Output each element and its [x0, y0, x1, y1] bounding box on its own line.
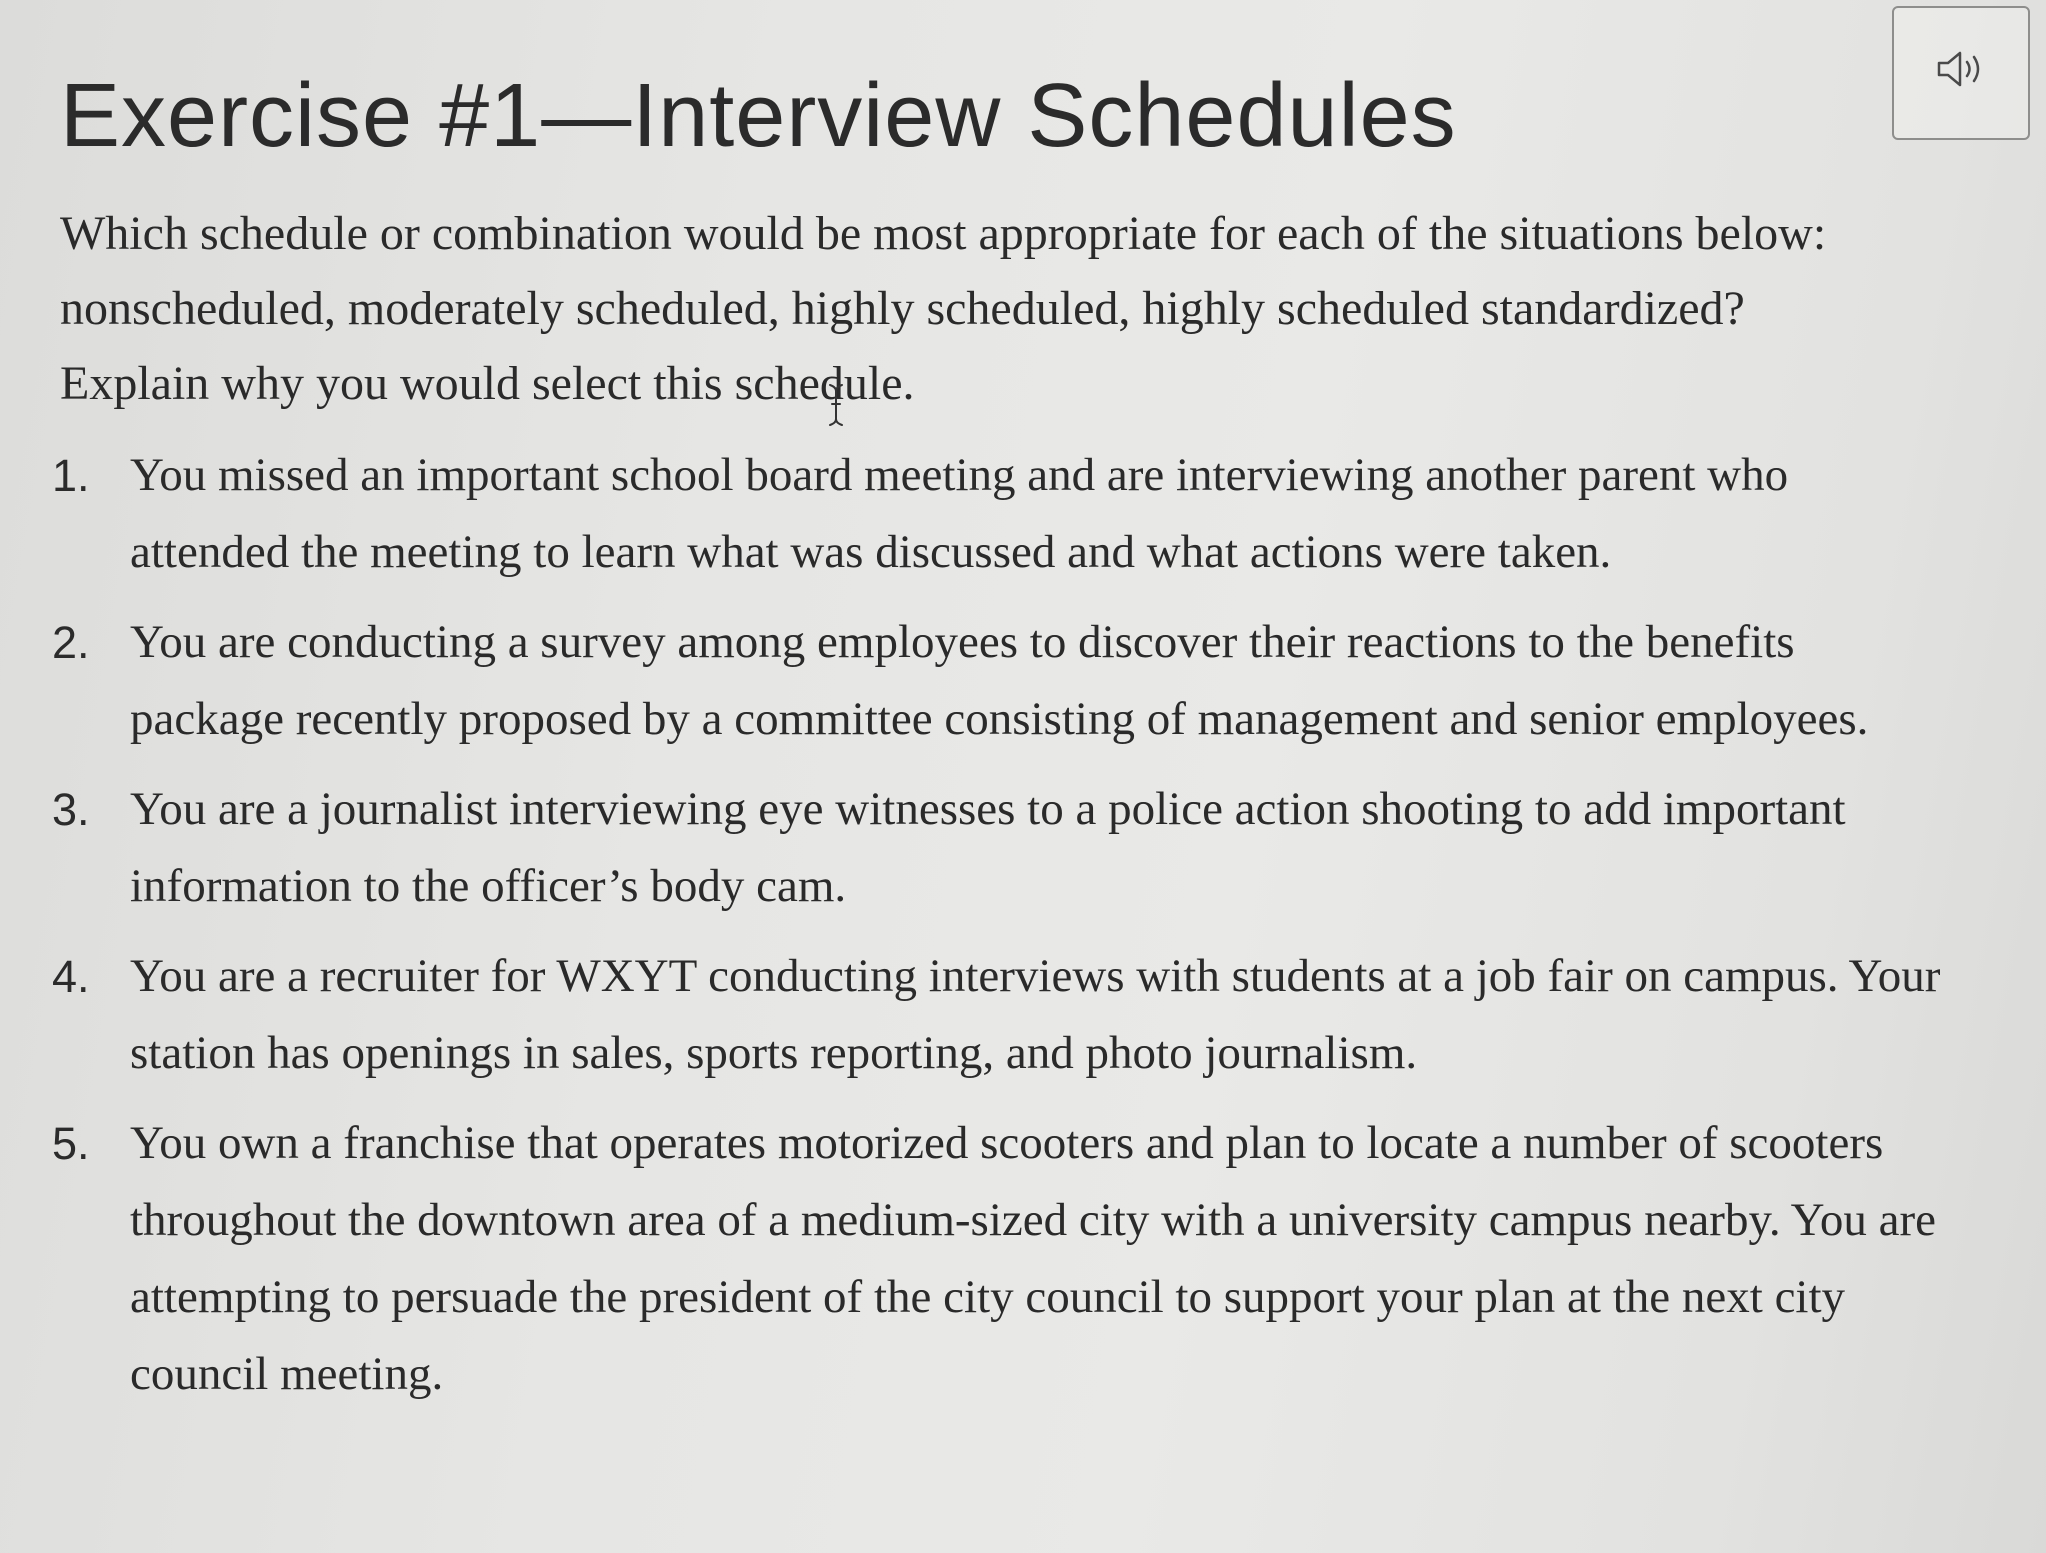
- question-number: 4.: [52, 951, 90, 1002]
- question-item: [52, 938, 1952, 1092]
- question-list: [52, 437, 1952, 1426]
- question-item: [52, 604, 1952, 758]
- speaker-icon: [1936, 49, 1986, 89]
- question-number: 5.: [52, 1118, 90, 1169]
- question-text: You are a journalist interviewing eye witnesses to a police action shooting to add important information to the officer’s body cam.: [130, 783, 1846, 912]
- question-text: You are conducting a survey among employees to discover their reactions to the benefits package recently proposed by a committee consisting of management and senior employees.: [130, 616, 1869, 745]
- question-text: You own a franchise that operates motorized scooters and plan to locate a number of scooters throughout the downtown area of a medium-sized city with a university campus nearby. You are attempting to persuade the president of the city council to support your plan at the next city council meeting.: [130, 1117, 1937, 1400]
- question-text: You are a recruiter for WXYT conducting interviews with students at a job fair on campus. Your station has openings in sales, sports reporting, and photo journalism.: [130, 950, 1941, 1079]
- text-cursor-icon: [826, 382, 846, 428]
- page-title: Exercise #1—Interview Schedules: [60, 66, 1457, 166]
- question-number: 3.: [52, 784, 90, 835]
- question-item: [52, 437, 1952, 591]
- question-item: [52, 771, 1952, 925]
- question-number: 2.: [52, 617, 90, 668]
- audio-button[interactable]: [1892, 6, 2030, 140]
- instructions-text: Which schedule or combination would be most appropriate for each of the situations below: nonscheduled, moderately scheduled, highly scheduled, highly scheduled standardized? Explain why you would select this schedule.: [60, 207, 1827, 410]
- question-text: You missed an important school board meeting and are interviewing another parent who attended the meeting to learn what was discussed and what actions were taken.: [130, 449, 1789, 578]
- question-item: [52, 1105, 1952, 1413]
- question-number: 1.: [52, 450, 90, 501]
